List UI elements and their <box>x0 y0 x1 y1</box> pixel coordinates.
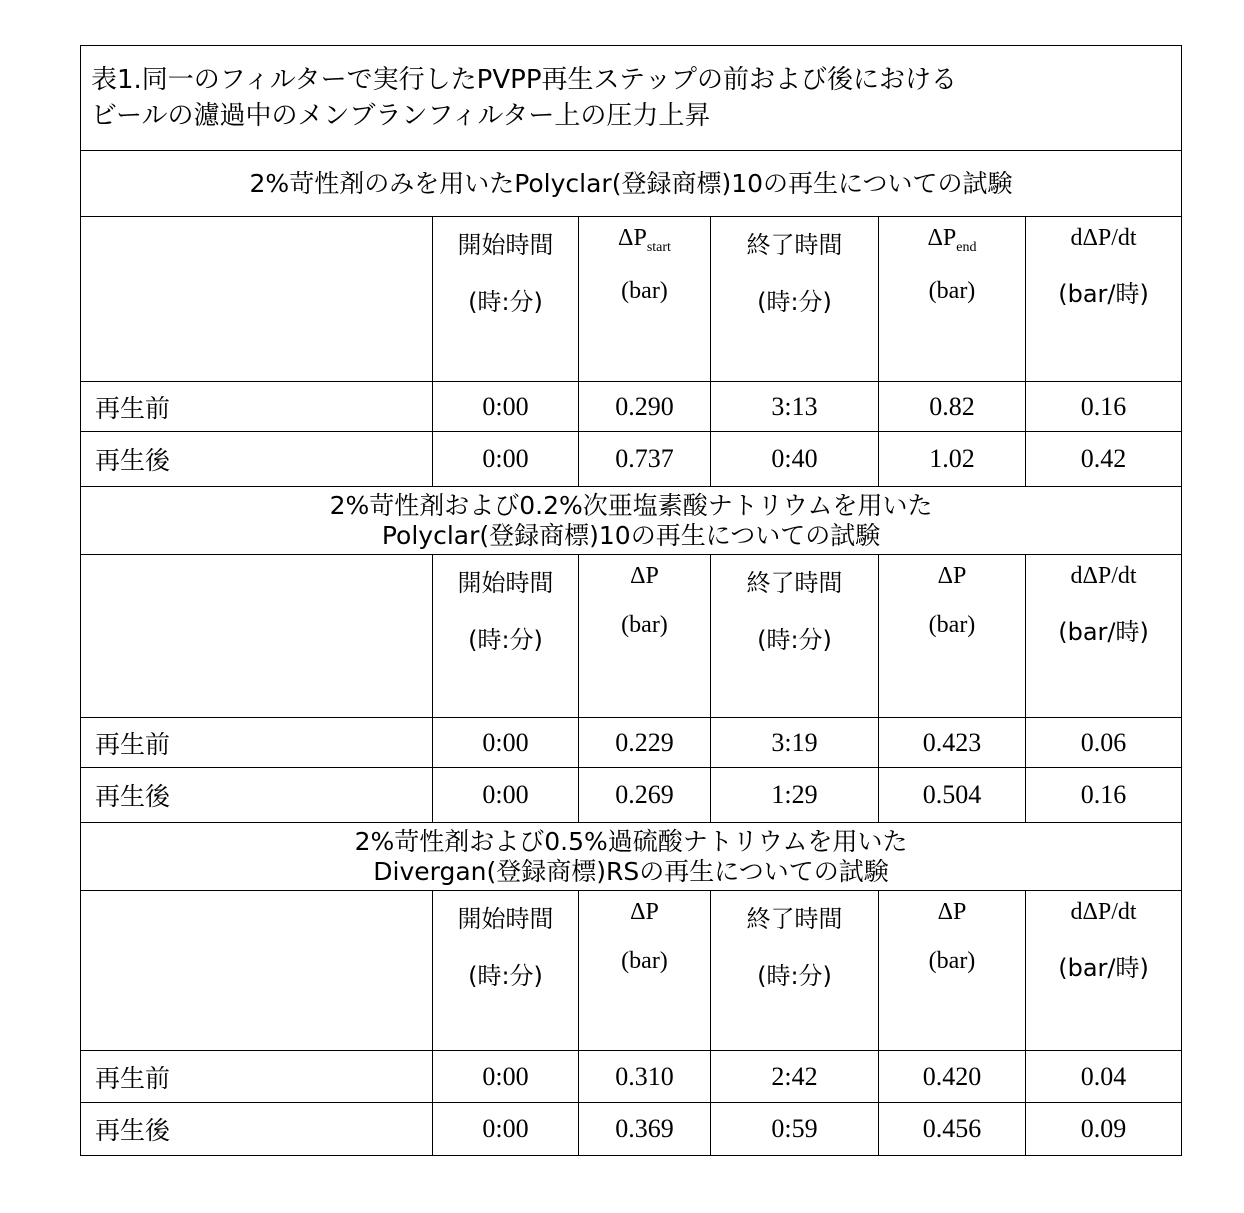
column-header-unit: (bar) <box>579 278 710 305</box>
column-header <box>579 217 711 382</box>
table-row <box>81 1103 1182 1156</box>
row-label: 再生前 <box>81 382 433 432</box>
column-header <box>879 891 1026 1051</box>
column-header-label <box>579 899 710 926</box>
header-text: ΔP <box>938 563 967 589</box>
column-header <box>879 217 1026 382</box>
table-cell: 3:19 <box>711 718 879 768</box>
header-text: ΔP <box>630 899 659 925</box>
table-cell: 0.06 <box>1026 718 1182 768</box>
section-heading-line: Divergan(登録商標)RSの再生についての試験 <box>81 857 1181 887</box>
column-header-label <box>433 225 578 260</box>
table-cell: 0.04 <box>1026 1051 1182 1103</box>
table-cell: 1:29 <box>711 768 879 823</box>
header-text: ΔP <box>618 225 647 251</box>
table-row <box>81 432 1182 487</box>
table-cell: 2:42 <box>711 1051 879 1103</box>
column-header-unit: (時:分) <box>433 620 578 655</box>
table-cell: 0.42 <box>1026 432 1182 487</box>
section-heading-line: 2%苛性剤および0.5%過硫酸ナトリウムを用いた <box>81 827 1181 857</box>
table-cell: 3:13 <box>711 382 879 432</box>
column-header <box>879 555 1026 718</box>
column-header <box>579 555 711 718</box>
column-header-label <box>1026 225 1181 252</box>
table-cell: 0.737 <box>579 432 711 487</box>
column-header-unit: (bar) <box>579 948 710 975</box>
table-row <box>81 718 1182 768</box>
section-heading <box>81 151 1182 217</box>
header-text: 開始時間 <box>458 569 554 597</box>
table-row <box>81 768 1182 823</box>
title-line: ビールの濾過中のメンブランフィルター上の圧力上昇 <box>91 98 1181 134</box>
column-header-label <box>711 899 878 934</box>
table-cell: 0:00 <box>433 768 579 823</box>
row-label: 再生後 <box>81 432 433 487</box>
empty-header-cell <box>81 555 433 718</box>
header-subscript: start <box>647 240 671 255</box>
column-header-unit: (bar/時) <box>1026 612 1181 647</box>
column-header-label <box>711 563 878 598</box>
column-header-label <box>579 225 710 256</box>
header-subscript: end <box>956 240 976 255</box>
table-cell: 0.290 <box>579 382 711 432</box>
column-header-label <box>711 225 878 260</box>
header-text: 開始時間 <box>458 905 554 933</box>
table-cell: 0.09 <box>1026 1103 1182 1156</box>
column-header <box>1026 891 1182 1051</box>
column-header-label <box>1026 563 1181 590</box>
section-heading-line: 2%苛性剤および0.2%次亜塩素酸ナトリウムを用いた <box>81 491 1181 521</box>
pressure-table <box>80 45 1182 1156</box>
column-header-unit: (bar/時) <box>1026 274 1181 309</box>
row-label: 再生後 <box>81 768 433 823</box>
table-cell: 0.269 <box>579 768 711 823</box>
table-cell: 0:00 <box>433 1051 579 1103</box>
table-cell: 0:59 <box>711 1103 879 1156</box>
empty-header-cell <box>81 217 433 382</box>
column-header-label <box>433 563 578 598</box>
header-text: dΔP/dt <box>1070 899 1136 925</box>
column-header-label <box>1026 899 1181 926</box>
table-cell: 0.82 <box>879 382 1026 432</box>
row-label: 再生前 <box>81 718 433 768</box>
column-header-unit: (時:分) <box>433 282 578 317</box>
column-header <box>433 217 579 382</box>
column-header-unit: (時:分) <box>711 956 878 991</box>
header-text: ΔP <box>928 225 957 251</box>
table-cell: 0.504 <box>879 768 1026 823</box>
table-cell: 0.420 <box>879 1051 1026 1103</box>
table-cell: 1.02 <box>879 432 1026 487</box>
header-text: 終了時間 <box>747 569 843 597</box>
column-header <box>711 217 879 382</box>
column-header-unit: (bar) <box>579 612 710 639</box>
row-label: 再生前 <box>81 1051 433 1103</box>
table-row <box>81 1051 1182 1103</box>
column-header <box>1026 217 1182 382</box>
table-cell: 0.16 <box>1026 768 1182 823</box>
section-heading-line: 2%苛性剤のみを用いたPolyclar(登録商標)10の再生についての試験 <box>81 169 1181 199</box>
column-header-label <box>433 899 578 934</box>
column-header-label <box>879 225 1025 256</box>
column-header <box>433 891 579 1051</box>
header-text: 終了時間 <box>747 905 843 933</box>
column-header-unit: (bar) <box>879 278 1025 305</box>
column-header-unit: (時:分) <box>711 620 878 655</box>
header-text: 開始時間 <box>458 231 554 259</box>
column-header <box>711 891 879 1051</box>
table-cell: 0.310 <box>579 1051 711 1103</box>
table-cell: 0:00 <box>433 432 579 487</box>
section-heading <box>81 823 1182 891</box>
section-heading <box>81 487 1182 555</box>
table-cell: 0.229 <box>579 718 711 768</box>
table-cell: 0.369 <box>579 1103 711 1156</box>
column-header-unit: (時:分) <box>711 282 878 317</box>
table-cell: 0.456 <box>879 1103 1026 1156</box>
header-text: dΔP/dt <box>1070 225 1136 251</box>
column-header-label <box>879 563 1025 590</box>
title-line: 表1.同一のフィルターで実行したPVPP再生ステップの前および後における <box>91 62 1181 98</box>
column-header <box>433 555 579 718</box>
section-heading-line: Polyclar(登録商標)10の再生についての試験 <box>81 521 1181 551</box>
column-header-unit: (bar) <box>879 612 1025 639</box>
table-cell: 0.423 <box>879 718 1026 768</box>
header-text: dΔP/dt <box>1070 563 1136 589</box>
table-row <box>81 382 1182 432</box>
column-header-unit: (bar) <box>879 948 1025 975</box>
header-text: 終了時間 <box>747 231 843 259</box>
empty-header-cell <box>81 891 433 1051</box>
column-header <box>579 891 711 1051</box>
table-cell: 0:40 <box>711 432 879 487</box>
column-header-unit: (時:分) <box>433 956 578 991</box>
column-header <box>1026 555 1182 718</box>
column-header-label <box>579 563 710 590</box>
header-text: ΔP <box>938 899 967 925</box>
column-header <box>711 555 879 718</box>
table-cell: 0:00 <box>433 1103 579 1156</box>
row-label: 再生後 <box>81 1103 433 1156</box>
header-text: ΔP <box>630 563 659 589</box>
column-header-unit: (bar/時) <box>1026 948 1181 983</box>
table-cell: 0:00 <box>433 718 579 768</box>
table-title <box>81 46 1182 151</box>
table-cell: 0.16 <box>1026 382 1182 432</box>
table-cell: 0:00 <box>433 382 579 432</box>
column-header-label <box>879 899 1025 926</box>
